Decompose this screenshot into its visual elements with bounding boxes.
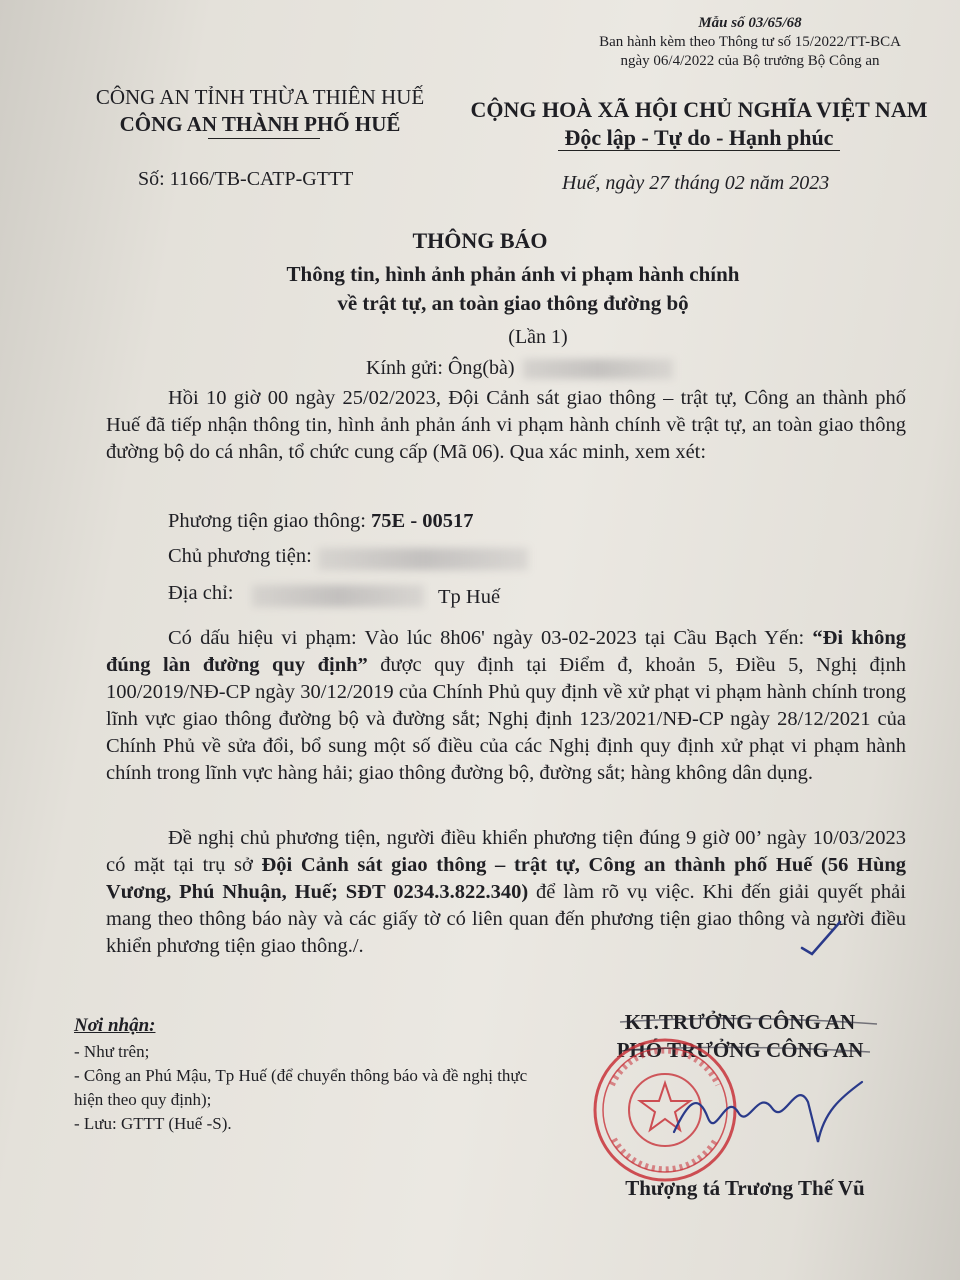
subtitle-line2: về trật tự, an toàn giao thông đường bộ xyxy=(337,291,689,315)
handwritten-signature-icon xyxy=(668,1072,868,1152)
request-intro: Đề nghị chủ phương tiện, người điều khiển phương tiện đúng 9 giờ 00’ ngày 10/03/2023 có mặt tại trụ sở xyxy=(106,827,906,876)
recipients-title: Nơi nhận: xyxy=(74,1015,156,1036)
greeting xyxy=(366,357,673,380)
address-field xyxy=(168,582,233,605)
request-rest: để làm rõ vụ việc. Khi đến giải quyết phải mang theo thông báo này và các giấy tờ có liên quan đến phương tiện giao thông và người điều khiển phương tiện giao thông./. xyxy=(106,881,906,957)
recipient-item: - Công an Phú Mậu, Tp Huế (để chuyển thông báo và đề nghị thực hiện theo quy định); xyxy=(74,1066,528,1109)
form-number: Mẫu số 03/65/68 xyxy=(698,15,802,31)
vehicle-plate: 75E - 00517 xyxy=(371,510,474,532)
redacted-owner xyxy=(318,548,528,570)
signature-line1: KT.TRƯỞNG CÔNG AN xyxy=(624,1010,856,1034)
place-date: Huế, ngày 27 tháng 02 năm 2023 xyxy=(562,172,830,194)
recipient-item: - Như trên; xyxy=(74,1042,150,1061)
owner-field xyxy=(168,545,312,568)
office-address: Đội Cảnh sát giao thông – trật tự, Công an thành phố Huế (56 Hùng Vương, Phú Nhuận, Huế; SĐT 0234.3.822.340) xyxy=(106,854,907,903)
address-label: Địa chỉ: xyxy=(168,582,234,604)
document-number: Số: 1166/TB-CATP-GTTT xyxy=(138,168,354,190)
nation-name: CỘNG HOÀ XÃ HỘI CHỦ NGHĨA VIỆT NAM xyxy=(470,97,928,122)
document-title: THÔNG BÁO xyxy=(412,228,548,253)
owner-label: Chủ phương tiện: xyxy=(168,545,312,567)
violation-legal-basis: được quy định tại Điểm đ, khoản 5, Điều 5, Nghị định 100/2019/NĐ-CP ngày 30/12/2019 của Chính Phủ quy định về xử phạt vi phạm hành chính trong lĩnh vực giao thông đường bộ và đường sắt; Nghị định 123/2021/NĐ-CP ngày 28/12/2021 của Chính Phủ về sửa đổi, bổ sung một số điều của các Nghị định quy định xử phạt vi phạm hành chính trong lĩnh vực hàng hải; giao thông đường bộ, đường sắt; hàng không dân dụng. xyxy=(106,654,906,784)
issuing-agency xyxy=(40,84,480,138)
form-reference xyxy=(560,14,940,71)
recipients-block xyxy=(74,1014,534,1136)
paragraph-intro xyxy=(106,385,906,466)
paragraph-request xyxy=(106,825,906,960)
address-city: Tp Huế xyxy=(438,586,501,608)
recipient-item: - Lưu: GTTT (Huế -S). xyxy=(74,1114,232,1133)
intro-text: Hồi 10 giờ 00 ngày 25/02/2023, Đội Cảnh sát giao thông – trật tự, Công an thành phố Huế đã tiếp nhận thông tin, hình ảnh phản ánh vi phạm hành chính về trật tự, an toàn giao thông đường bộ do cá nhân, tổ chức cung cấp (Mã 06). Qua xác minh, xem xét: xyxy=(106,387,906,463)
vehicle-label: Phương tiện giao thông: xyxy=(168,510,366,532)
signature-line2: PHÓ TRƯỞNG CÔNG AN xyxy=(616,1038,864,1062)
agency-underline xyxy=(208,138,320,139)
notice-round: (Lần 1) xyxy=(508,326,568,348)
pen-check-mark xyxy=(798,918,844,958)
violation-text xyxy=(106,625,906,787)
request-text xyxy=(106,825,906,960)
vehicle-field xyxy=(168,510,474,533)
nation-motto: Độc lập - Tự do - Hạnh phúc xyxy=(564,125,834,150)
greeting-text: Kính gửi: Ông(bà) xyxy=(366,357,515,379)
parent-agency: CÔNG AN TỈNH THỪA THIÊN HUẾ xyxy=(95,85,425,109)
signature-overlay-strokes xyxy=(615,1010,885,1080)
redacted-address xyxy=(252,585,424,607)
motto-underline xyxy=(558,150,840,151)
signer-name: Thượng tá Trương Thế Vũ xyxy=(625,1176,865,1200)
document-subtitle xyxy=(0,260,960,318)
form-issued-line1: Ban hành kèm theo Thông tư số 15/2022/TT-BCA xyxy=(599,34,901,50)
violation-intro: Có dấu hiệu vi phạm: Vào lúc 8h06' ngày 03-02-2023 tại Cầu Bạch Yến: xyxy=(168,627,813,649)
paragraph-violation xyxy=(106,625,906,787)
national-header xyxy=(468,96,930,152)
redacted-name xyxy=(523,359,673,379)
subtitle-line1: Thông tin, hình ảnh phản ánh vi phạm hành chính xyxy=(286,262,740,286)
violation-name: “Đi không đúng làn đường quy định” xyxy=(106,627,906,676)
agency-name: CÔNG AN THÀNH PHỐ HUẾ xyxy=(119,112,401,136)
form-issued-line2: ngày 06/4/2022 của Bộ trưởng Bộ Công an xyxy=(620,53,880,69)
